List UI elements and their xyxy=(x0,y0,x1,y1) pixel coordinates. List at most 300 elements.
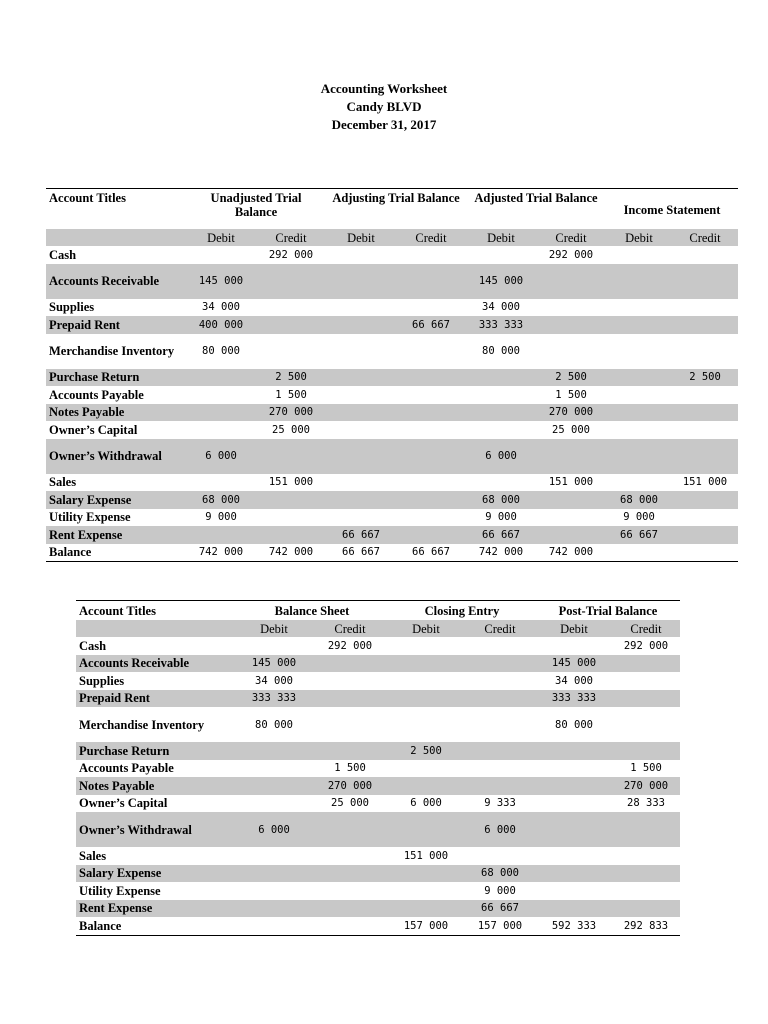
account-title-cell: Purchase Return xyxy=(46,369,186,387)
column-header: Account Titles xyxy=(79,603,156,618)
column-header: Adjusting Trial Balance xyxy=(332,191,460,205)
table-row xyxy=(46,491,738,509)
amount-cell: 2 500 xyxy=(672,369,738,387)
amount-cell xyxy=(388,637,464,655)
account-title-cell: Utility Expense xyxy=(79,883,161,898)
table-row xyxy=(76,742,680,760)
amount-cell xyxy=(672,404,738,422)
amount-cell xyxy=(186,421,256,439)
amount-cell xyxy=(612,865,680,883)
table-row xyxy=(76,900,680,918)
amount-cell xyxy=(612,655,680,673)
amount-cell xyxy=(396,299,466,317)
amount-cell xyxy=(396,334,466,369)
amount-cell: 400 000 xyxy=(186,316,256,334)
amount-cell xyxy=(388,760,464,778)
account-title-cell: Accounts Payable xyxy=(49,387,144,402)
amount-cell xyxy=(326,474,396,492)
amount-cell xyxy=(536,491,606,509)
amount-cell xyxy=(388,900,464,918)
amount-cell: 80 000 xyxy=(255,718,293,731)
account-title-cell: Rent Expense xyxy=(46,526,186,544)
amount-cell: 292 000 xyxy=(327,639,373,652)
amount-cell: 25 000 xyxy=(272,423,310,436)
amount-cell xyxy=(464,637,536,655)
amount-cell xyxy=(466,421,536,439)
amount-cell xyxy=(672,264,738,299)
subheader-blank xyxy=(76,620,236,637)
table-row xyxy=(46,299,738,317)
table-row xyxy=(46,526,738,544)
amount-cell xyxy=(186,369,256,387)
amount-cell: 592 333 xyxy=(536,917,612,935)
amount-cell xyxy=(326,299,396,317)
amount-cell xyxy=(396,491,466,509)
amount-cell: 9 000 xyxy=(205,511,237,524)
amount-cell xyxy=(236,742,312,760)
subheader-blank xyxy=(46,229,186,246)
table-row xyxy=(76,655,680,673)
amount-cell xyxy=(672,316,738,334)
amount-cell: 145 000 xyxy=(236,655,312,673)
amount-cell xyxy=(186,386,256,404)
amount-cell xyxy=(236,795,312,813)
amount-cell: 68 000 xyxy=(606,491,672,509)
subheader-debit: Debit xyxy=(236,620,312,637)
amount-cell xyxy=(464,847,536,865)
account-title-cell: Merchandise Inventory xyxy=(49,344,175,358)
amount-cell: 151 000 xyxy=(548,476,594,489)
table-row xyxy=(76,917,680,935)
amount-cell xyxy=(606,299,672,317)
account-title-cell: Sales xyxy=(49,475,77,490)
amount-cell: 6 000 xyxy=(464,812,536,847)
amount-cell xyxy=(672,439,738,474)
amount-cell xyxy=(396,526,466,544)
amount-cell xyxy=(606,334,672,369)
amount-cell xyxy=(236,760,312,778)
amount-cell: 6 000 xyxy=(410,797,442,810)
account-title-cell: Owner’s Capital xyxy=(79,796,168,811)
amount-cell xyxy=(396,474,466,492)
amount-cell xyxy=(388,812,464,847)
column-header: Account Titles xyxy=(49,191,126,205)
subheader-debit: Debit xyxy=(388,620,464,637)
table-row xyxy=(76,672,680,690)
amount-cell xyxy=(672,334,738,369)
amount-cell xyxy=(236,900,312,918)
column-header: Adjusted Trial Balance xyxy=(474,191,598,205)
amount-cell xyxy=(536,865,612,883)
amount-cell xyxy=(256,509,326,527)
table-row xyxy=(46,246,738,264)
amount-cell: 34 000 xyxy=(555,674,593,687)
amount-cell xyxy=(326,386,396,404)
amount-cell xyxy=(388,865,464,883)
amount-cell xyxy=(606,246,672,264)
amount-cell xyxy=(536,760,612,778)
worksheet-date: December 31, 2017 xyxy=(331,117,437,132)
amount-cell: 292 833 xyxy=(612,917,680,935)
amount-cell xyxy=(536,637,612,655)
amount-cell xyxy=(536,526,606,544)
amount-cell: 151 000 xyxy=(268,476,314,489)
amount-cell: 66 667 xyxy=(464,900,536,918)
amount-cell xyxy=(466,386,536,404)
amount-cell xyxy=(606,421,672,439)
amount-cell: 28 333 xyxy=(627,797,665,810)
amount-cell xyxy=(388,777,464,795)
amount-cell: 66 667 xyxy=(326,544,396,562)
amount-cell xyxy=(256,491,326,509)
amount-cell xyxy=(236,917,312,935)
account-title-cell: Balance xyxy=(46,544,186,562)
amount-cell xyxy=(186,474,256,492)
table-row xyxy=(76,777,680,795)
account-title-cell: Accounts Receivable xyxy=(76,655,236,673)
table-body xyxy=(76,637,680,935)
amount-cell xyxy=(464,707,536,742)
amount-cell xyxy=(236,637,312,655)
account-title-cell: Supplies xyxy=(49,300,95,315)
amount-cell xyxy=(464,760,536,778)
table-row xyxy=(46,421,738,439)
amount-cell xyxy=(326,421,396,439)
amount-cell xyxy=(612,690,680,708)
amount-cell xyxy=(606,264,672,299)
account-title-cell: Utility Expense xyxy=(49,510,131,525)
subheader-debit: Debit xyxy=(606,229,672,246)
amount-cell xyxy=(464,777,536,795)
table-row xyxy=(46,509,738,527)
table-row xyxy=(46,264,738,299)
amount-cell xyxy=(536,439,606,474)
amount-cell xyxy=(536,847,612,865)
amount-cell xyxy=(536,882,612,900)
amount-cell: 1 500 xyxy=(334,762,366,775)
amount-cell xyxy=(606,369,672,387)
amount-cell xyxy=(312,917,388,935)
amount-cell: 157 000 xyxy=(464,917,536,935)
amount-cell xyxy=(388,882,464,900)
amount-cell xyxy=(672,544,738,562)
amount-cell xyxy=(606,386,672,404)
amount-cell: 292 000 xyxy=(268,248,314,261)
amount-cell xyxy=(326,334,396,369)
amount-cell xyxy=(186,404,256,422)
table-row xyxy=(76,847,680,865)
account-title-cell: Purchase Return xyxy=(76,742,236,760)
amount-cell xyxy=(256,316,326,334)
amount-cell: 333 333 xyxy=(236,690,312,708)
worksheet-header xyxy=(0,80,768,134)
table-row xyxy=(46,334,738,369)
amount-cell xyxy=(536,264,606,299)
subheader-credit: Credit xyxy=(612,620,680,637)
amount-cell: 6 000 xyxy=(466,439,536,474)
amount-cell xyxy=(388,690,464,708)
amount-cell xyxy=(612,847,680,865)
amount-cell xyxy=(396,246,466,264)
account-title-cell: Notes Payable xyxy=(46,404,186,422)
amount-cell: 742 000 xyxy=(536,544,606,562)
worksheet-title: Accounting Worksheet xyxy=(320,81,448,96)
amount-cell xyxy=(236,865,312,883)
amount-cell: 68 000 xyxy=(466,491,536,509)
amount-cell xyxy=(396,369,466,387)
amount-cell: 66 667 xyxy=(396,544,466,562)
amount-cell xyxy=(396,509,466,527)
table-subheader-row xyxy=(46,229,738,246)
amount-cell xyxy=(256,334,326,369)
amount-cell: 1 500 xyxy=(555,388,587,401)
column-header: Unadjusted Trial Balance xyxy=(210,191,302,219)
account-title-cell: Notes Payable xyxy=(76,777,236,795)
amount-cell: 2 500 xyxy=(256,369,326,387)
amount-cell xyxy=(612,742,680,760)
amount-cell: 9 333 xyxy=(484,797,516,810)
amount-cell: 80 000 xyxy=(555,718,593,731)
amount-cell xyxy=(464,690,536,708)
table-row xyxy=(76,690,680,708)
account-title-cell: Cash xyxy=(79,638,107,653)
amount-cell: 157 000 xyxy=(388,917,464,935)
amount-cell: 292 000 xyxy=(548,248,594,261)
amount-cell xyxy=(672,491,738,509)
subheader-credit: Credit xyxy=(312,620,388,637)
amount-cell: 145 000 xyxy=(536,655,612,673)
amount-cell xyxy=(606,404,672,422)
amount-cell xyxy=(326,509,396,527)
amount-cell: 292 000 xyxy=(623,639,669,652)
amount-cell xyxy=(388,707,464,742)
amount-cell: 742 000 xyxy=(186,544,256,562)
table-row xyxy=(76,795,680,813)
amount-cell xyxy=(396,264,466,299)
amount-cell: 66 667 xyxy=(606,526,672,544)
account-title-cell: Accounts Receivable xyxy=(46,264,186,299)
subheader-credit: Credit xyxy=(256,229,326,246)
amount-cell: 742 000 xyxy=(256,544,326,562)
amount-cell xyxy=(536,812,612,847)
amount-cell: 270 000 xyxy=(312,777,388,795)
amount-cell xyxy=(236,847,312,865)
amount-cell xyxy=(388,672,464,690)
amount-cell xyxy=(186,526,256,544)
account-title-cell: Salary Expense xyxy=(76,865,236,883)
table-row xyxy=(76,865,680,883)
table-row xyxy=(76,760,680,778)
amount-cell: 2 500 xyxy=(388,742,464,760)
amount-cell xyxy=(536,509,606,527)
amount-cell xyxy=(464,672,536,690)
table-row xyxy=(76,707,680,742)
column-header: Income Statement xyxy=(623,203,721,217)
subheader-credit: Credit xyxy=(536,229,606,246)
amount-cell xyxy=(672,246,738,264)
amount-cell xyxy=(466,404,536,422)
amount-cell xyxy=(606,439,672,474)
account-title-cell: Prepaid Rent xyxy=(46,316,186,334)
amount-cell xyxy=(612,882,680,900)
column-header: Post-Trial Balance xyxy=(558,603,658,618)
subheader-credit: Credit xyxy=(396,229,466,246)
amount-cell xyxy=(312,882,388,900)
amount-cell: 333 333 xyxy=(536,690,612,708)
amount-cell xyxy=(464,655,536,673)
amount-cell: 68 000 xyxy=(464,865,536,883)
account-title-cell: Owner’s Capital xyxy=(49,422,138,437)
amount-cell: 1 500 xyxy=(275,388,307,401)
amount-cell: 151 000 xyxy=(403,849,449,862)
amount-cell xyxy=(672,386,738,404)
amount-cell: 270 000 xyxy=(536,404,606,422)
amount-cell xyxy=(236,777,312,795)
amount-cell xyxy=(612,812,680,847)
account-title-cell: Balance xyxy=(76,917,236,935)
table-row xyxy=(46,316,738,334)
amount-cell xyxy=(326,491,396,509)
amount-cell: 25 000 xyxy=(552,423,590,436)
amount-cell xyxy=(256,264,326,299)
subheader-credit: Credit xyxy=(464,620,536,637)
amount-cell xyxy=(536,316,606,334)
table-body xyxy=(46,246,738,562)
account-title-cell: Rent Expense xyxy=(76,900,236,918)
account-title-cell: Accounts Payable xyxy=(79,761,174,776)
amount-cell: 9 000 xyxy=(485,511,517,524)
subheader-credit: Credit xyxy=(672,229,738,246)
account-title-cell: Prepaid Rent xyxy=(76,690,236,708)
table-row xyxy=(76,812,680,847)
amount-cell xyxy=(396,421,466,439)
amount-cell xyxy=(256,526,326,544)
amount-cell: 80 000 xyxy=(202,345,240,357)
amount-cell xyxy=(466,246,536,264)
amount-cell xyxy=(536,299,606,317)
amount-cell xyxy=(312,900,388,918)
amount-cell xyxy=(606,316,672,334)
amount-cell: 145 000 xyxy=(466,264,536,299)
amount-cell xyxy=(536,900,612,918)
amount-cell xyxy=(536,742,612,760)
table-row xyxy=(46,439,738,474)
account-title-cell: Supplies xyxy=(79,673,125,688)
amount-cell xyxy=(312,865,388,883)
amount-cell xyxy=(312,672,388,690)
amount-cell xyxy=(612,707,680,742)
amount-cell xyxy=(186,246,256,264)
amount-cell: 68 000 xyxy=(186,491,256,509)
table-row xyxy=(76,882,680,900)
account-title-cell: Owner’s Withdrawal xyxy=(46,439,186,474)
column-header: Closing Entry xyxy=(424,603,500,618)
account-title-cell: Cash xyxy=(49,247,77,262)
table-row xyxy=(46,369,738,387)
amount-cell xyxy=(464,742,536,760)
amount-cell xyxy=(396,404,466,422)
amount-cell xyxy=(612,672,680,690)
amount-cell: 25 000 xyxy=(331,797,369,810)
amount-cell xyxy=(536,334,606,369)
amount-cell xyxy=(312,690,388,708)
subheader-debit: Debit xyxy=(536,620,612,637)
amount-cell xyxy=(256,439,326,474)
amount-cell: 145 000 xyxy=(186,264,256,299)
amount-cell xyxy=(612,900,680,918)
amount-cell xyxy=(606,544,672,562)
amount-cell xyxy=(606,474,672,492)
table-row xyxy=(46,404,738,422)
amount-cell: 270 000 xyxy=(612,777,680,795)
amount-cell xyxy=(326,246,396,264)
account-title-cell: Sales xyxy=(79,848,107,863)
amount-cell: 66 667 xyxy=(466,526,536,544)
worksheet-table-2 xyxy=(76,600,680,936)
amount-cell xyxy=(396,386,466,404)
amount-cell xyxy=(466,369,536,387)
amount-cell: 742 000 xyxy=(466,544,536,562)
column-header: Balance Sheet xyxy=(274,603,350,618)
amount-cell xyxy=(388,655,464,673)
table-subheader-row xyxy=(76,620,680,637)
amount-cell xyxy=(672,299,738,317)
amount-cell: 66 667 xyxy=(396,316,466,334)
subheader-debit: Debit xyxy=(466,229,536,246)
amount-cell xyxy=(326,316,396,334)
amount-cell: 270 000 xyxy=(256,404,326,422)
table-row xyxy=(46,474,738,492)
table-header-row xyxy=(46,189,738,230)
amount-cell xyxy=(312,847,388,865)
company-name: Candy BLVD xyxy=(346,99,422,114)
amount-cell: 9 000 xyxy=(623,511,655,524)
account-title-cell: Owner’s Withdrawal xyxy=(76,812,236,847)
amount-cell xyxy=(326,404,396,422)
account-title-cell: Salary Expense xyxy=(46,491,186,509)
table-header-row xyxy=(76,601,680,621)
amount-cell xyxy=(236,882,312,900)
amount-cell: 151 000 xyxy=(682,476,728,489)
amount-cell xyxy=(312,812,388,847)
amount-cell: 34 000 xyxy=(202,301,240,314)
amount-cell xyxy=(326,439,396,474)
amount-cell xyxy=(672,526,738,544)
amount-cell: 9 000 xyxy=(484,884,516,897)
account-title-cell: Merchandise Inventory xyxy=(79,717,205,732)
amount-cell: 34 000 xyxy=(255,674,293,687)
amount-cell: 2 500 xyxy=(536,369,606,387)
amount-cell xyxy=(536,795,612,813)
amount-cell: 6 000 xyxy=(186,439,256,474)
subheader-debit: Debit xyxy=(186,229,256,246)
worksheet-table-1 xyxy=(46,188,738,562)
amount-cell xyxy=(536,777,612,795)
amount-cell: 1 500 xyxy=(630,762,662,775)
amount-cell xyxy=(312,742,388,760)
subheader-debit: Debit xyxy=(326,229,396,246)
amount-cell: 34 000 xyxy=(482,301,520,314)
amount-cell xyxy=(672,421,738,439)
amount-cell xyxy=(312,655,388,673)
amount-cell: 6 000 xyxy=(236,812,312,847)
table-row xyxy=(76,637,680,655)
table-row xyxy=(46,544,738,562)
amount-cell xyxy=(312,707,388,742)
amount-cell xyxy=(396,439,466,474)
amount-cell: 66 667 xyxy=(326,526,396,544)
amount-cell xyxy=(326,264,396,299)
